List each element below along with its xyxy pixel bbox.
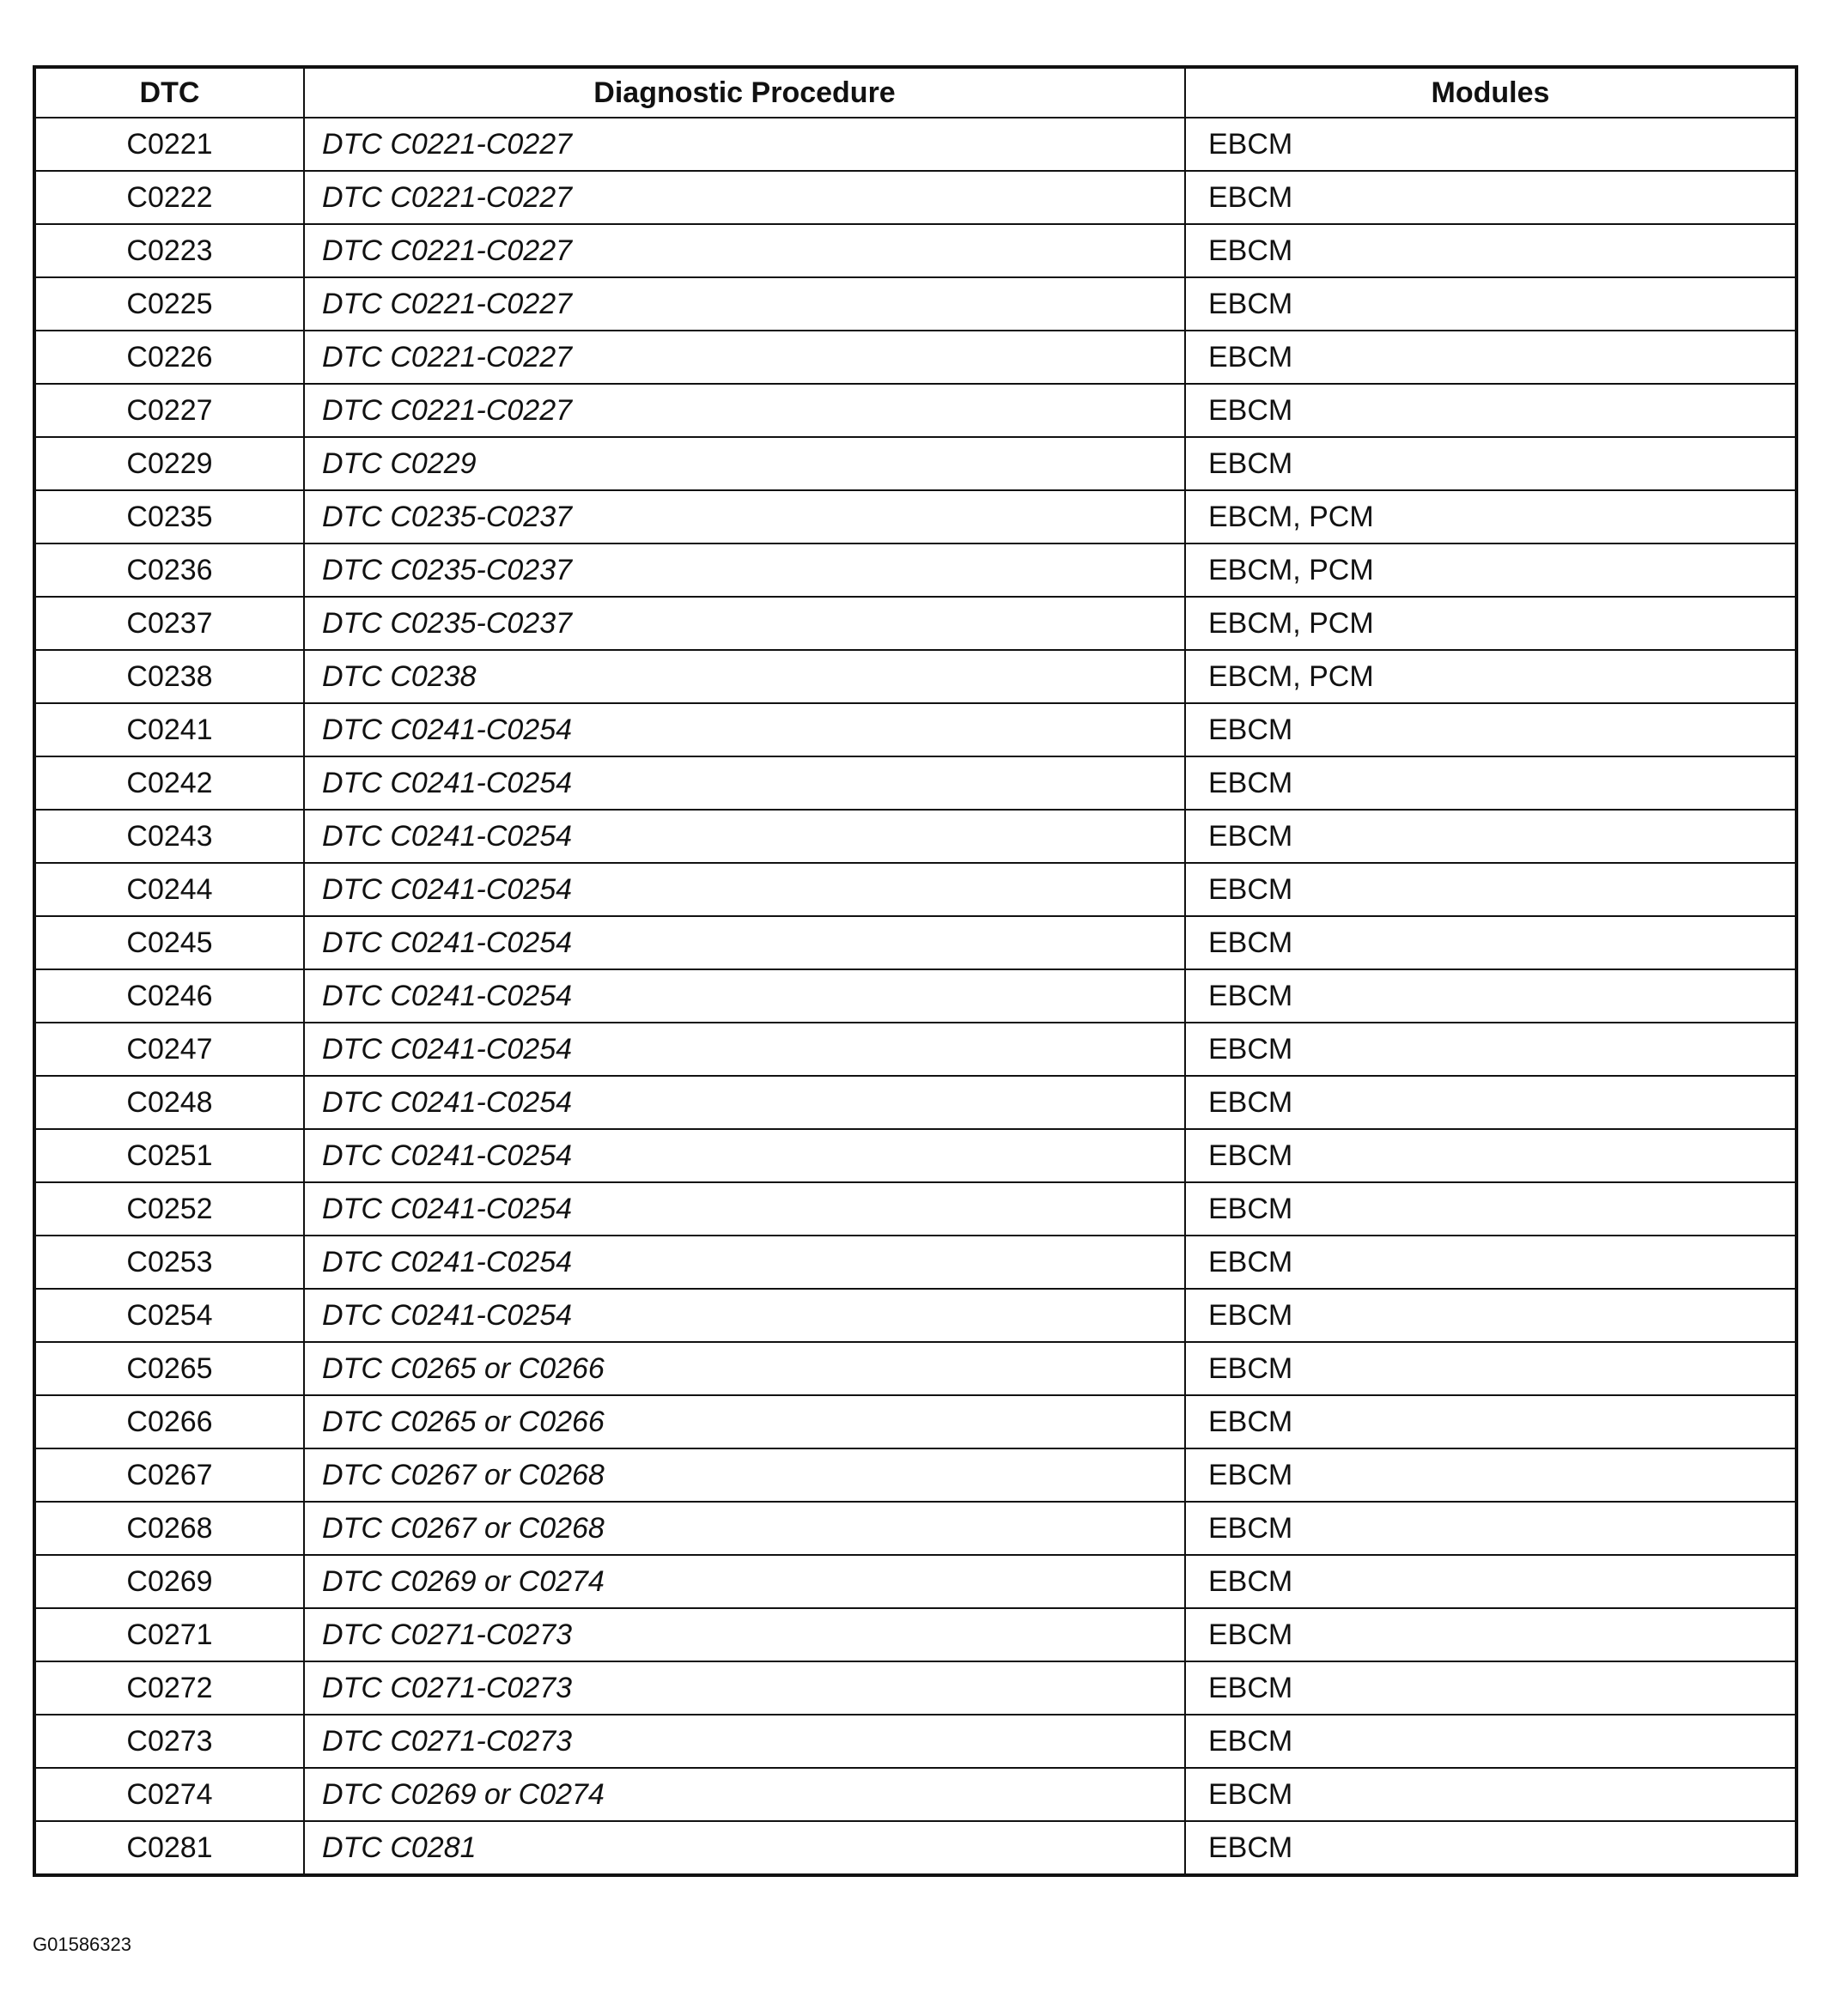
table-row xyxy=(34,543,1797,597)
diagnostic-procedure-cell: DTC C0269 or C0274 xyxy=(304,1555,1185,1608)
table-row xyxy=(34,1821,1797,1875)
modules-cell: EBCM xyxy=(1185,1715,1797,1768)
dtc-code-cell: C0274 xyxy=(34,1768,304,1821)
diagnostic-procedure-cell: DTC C0271-C0273 xyxy=(304,1715,1185,1768)
table-row xyxy=(34,1342,1797,1395)
dtc-code-cell: C0246 xyxy=(34,969,304,1023)
modules-cell: EBCM xyxy=(1185,1236,1797,1289)
dtc-code-cell: C0267 xyxy=(34,1448,304,1502)
dtc-code-cell: C0244 xyxy=(34,863,304,916)
modules-cell: EBCM xyxy=(1185,1661,1797,1715)
diagnostic-procedure-cell: DTC C0241-C0254 xyxy=(304,703,1185,756)
modules-cell: EBCM xyxy=(1185,224,1797,277)
modules-cell: EBCM xyxy=(1185,756,1797,810)
table-row xyxy=(34,1608,1797,1661)
table-row xyxy=(34,1076,1797,1129)
table-row xyxy=(34,597,1797,650)
modules-cell: EBCM xyxy=(1185,1289,1797,1342)
modules-cell: EBCM xyxy=(1185,863,1797,916)
table-row xyxy=(34,331,1797,384)
table-row xyxy=(34,1502,1797,1555)
table-row xyxy=(34,1289,1797,1342)
dtc-code-cell: C0242 xyxy=(34,756,304,810)
diagnostic-procedure-cell: DTC C0241-C0254 xyxy=(304,756,1185,810)
dtc-code-cell: C0236 xyxy=(34,543,304,597)
table-body xyxy=(34,118,1797,1875)
table-row xyxy=(34,756,1797,810)
dtc-code-cell: C0254 xyxy=(34,1289,304,1342)
diagnostic-procedure-cell: DTC C0267 or C0268 xyxy=(304,1448,1185,1502)
dtc-code-cell: C0226 xyxy=(34,331,304,384)
modules-cell: EBCM xyxy=(1185,703,1797,756)
dtc-code-cell: C0273 xyxy=(34,1715,304,1768)
dtc-table xyxy=(33,65,1798,1877)
dtc-code-cell: C0281 xyxy=(34,1821,304,1875)
table-row xyxy=(34,1715,1797,1768)
diagnostic-procedure-cell: DTC C0221-C0227 xyxy=(304,224,1185,277)
diagnostic-procedure-cell: DTC C0265 or C0266 xyxy=(304,1342,1185,1395)
table-row xyxy=(34,916,1797,969)
diagnostic-procedure-cell: DTC C0229 xyxy=(304,437,1185,490)
diagnostic-procedure-cell: DTC C0241-C0254 xyxy=(304,1023,1185,1076)
diagnostic-procedure-cell: DTC C0241-C0254 xyxy=(304,1236,1185,1289)
table-row xyxy=(34,224,1797,277)
header-row xyxy=(34,67,1797,118)
dtc-code-cell: C0253 xyxy=(34,1236,304,1289)
modules-cell: EBCM xyxy=(1185,1821,1797,1875)
diagnostic-procedure-cell: DTC C0271-C0273 xyxy=(304,1608,1185,1661)
diagnostic-procedure-cell: DTC C0241-C0254 xyxy=(304,969,1185,1023)
dtc-code-cell: C0248 xyxy=(34,1076,304,1129)
table-row xyxy=(34,1661,1797,1715)
diagnostic-procedure-cell: DTC C0221-C0227 xyxy=(304,118,1185,171)
diagnostic-procedure-cell: DTC C0241-C0254 xyxy=(304,916,1185,969)
dtc-code-cell: C0241 xyxy=(34,703,304,756)
modules-cell: EBCM xyxy=(1185,1395,1797,1448)
column-header-dtc: DTC xyxy=(34,67,304,118)
table-row xyxy=(34,863,1797,916)
modules-cell: EBCM, PCM xyxy=(1185,650,1797,703)
table-row xyxy=(34,277,1797,331)
modules-cell: EBCM xyxy=(1185,277,1797,331)
diagnostic-procedure-cell: DTC C0281 xyxy=(304,1821,1185,1875)
modules-cell: EBCM xyxy=(1185,1129,1797,1182)
table-row xyxy=(34,703,1797,756)
table-row xyxy=(34,384,1797,437)
diagnostic-procedure-cell: DTC C0235-C0237 xyxy=(304,597,1185,650)
table-row xyxy=(34,1555,1797,1608)
modules-cell: EBCM xyxy=(1185,1768,1797,1821)
table-row xyxy=(34,437,1797,490)
table-row xyxy=(34,969,1797,1023)
table-row xyxy=(34,118,1797,171)
dtc-code-cell: C0268 xyxy=(34,1502,304,1555)
diagnostic-procedure-cell: DTC C0265 or C0266 xyxy=(304,1395,1185,1448)
modules-cell: EBCM xyxy=(1185,916,1797,969)
modules-cell: EBCM xyxy=(1185,1076,1797,1129)
diagnostic-procedure-cell: DTC C0241-C0254 xyxy=(304,863,1185,916)
modules-cell: EBCM xyxy=(1185,437,1797,490)
table-row xyxy=(34,1448,1797,1502)
table-row xyxy=(34,1236,1797,1289)
diagnostic-procedure-cell: DTC C0221-C0227 xyxy=(304,277,1185,331)
dtc-code-cell: C0229 xyxy=(34,437,304,490)
diagnostic-procedure-cell: DTC C0221-C0227 xyxy=(304,171,1185,224)
diagnostic-procedure-cell: DTC C0241-C0254 xyxy=(304,1129,1185,1182)
table-row xyxy=(34,1129,1797,1182)
diagnostic-procedure-cell: DTC C0221-C0227 xyxy=(304,331,1185,384)
modules-cell: EBCM, PCM xyxy=(1185,490,1797,543)
column-header-procedure: Diagnostic Procedure xyxy=(304,67,1185,118)
dtc-code-cell: C0227 xyxy=(34,384,304,437)
diagnostic-procedure-cell: DTC C0267 or C0268 xyxy=(304,1502,1185,1555)
dtc-code-cell: C0272 xyxy=(34,1661,304,1715)
table-row xyxy=(34,490,1797,543)
modules-cell: EBCM xyxy=(1185,171,1797,224)
table-row xyxy=(34,1395,1797,1448)
dtc-code-cell: C0252 xyxy=(34,1182,304,1236)
modules-cell: EBCM xyxy=(1185,118,1797,171)
diagnostic-procedure-cell: DTC C0235-C0237 xyxy=(304,543,1185,597)
modules-cell: EBCM xyxy=(1185,969,1797,1023)
dtc-code-cell: C0237 xyxy=(34,597,304,650)
dtc-code-cell: C0238 xyxy=(34,650,304,703)
dtc-code-cell: C0243 xyxy=(34,810,304,863)
modules-cell: EBCM, PCM xyxy=(1185,597,1797,650)
diagnostic-procedure-cell: DTC C0271-C0273 xyxy=(304,1661,1185,1715)
dtc-code-cell: C0235 xyxy=(34,490,304,543)
modules-cell: EBCM xyxy=(1185,1555,1797,1608)
dtc-code-cell: C0222 xyxy=(34,171,304,224)
dtc-code-cell: C0266 xyxy=(34,1395,304,1448)
modules-cell: EBCM xyxy=(1185,1342,1797,1395)
modules-cell: EBCM xyxy=(1185,1608,1797,1661)
modules-cell: EBCM, PCM xyxy=(1185,543,1797,597)
table-row xyxy=(34,1768,1797,1821)
modules-cell: EBCM xyxy=(1185,384,1797,437)
column-header-modules: Modules xyxy=(1185,67,1797,118)
dtc-code-cell: C0223 xyxy=(34,224,304,277)
table-row xyxy=(34,650,1797,703)
dtc-code-cell: C0269 xyxy=(34,1555,304,1608)
dtc-code-cell: C0265 xyxy=(34,1342,304,1395)
dtc-code-cell: C0221 xyxy=(34,118,304,171)
diagnostic-procedure-cell: DTC C0241-C0254 xyxy=(304,810,1185,863)
diagnostic-procedure-cell: DTC C0241-C0254 xyxy=(304,1182,1185,1236)
figure-id: G01586323 xyxy=(33,1934,131,1955)
table-row xyxy=(34,1023,1797,1076)
modules-cell: EBCM xyxy=(1185,1448,1797,1502)
diagnostic-procedure-cell: DTC C0235-C0237 xyxy=(304,490,1185,543)
dtc-code-cell: C0225 xyxy=(34,277,304,331)
table-row xyxy=(34,810,1797,863)
table-row xyxy=(34,171,1797,224)
dtc-code-cell: C0271 xyxy=(34,1608,304,1661)
diagnostic-procedure-cell: DTC C0238 xyxy=(304,650,1185,703)
dtc-code-cell: C0245 xyxy=(34,916,304,969)
dtc-code-cell: C0251 xyxy=(34,1129,304,1182)
modules-cell: EBCM xyxy=(1185,331,1797,384)
modules-cell: EBCM xyxy=(1185,1182,1797,1236)
diagnostic-procedure-cell: DTC C0221-C0227 xyxy=(304,384,1185,437)
dtc-code-cell: C0247 xyxy=(34,1023,304,1076)
table-row xyxy=(34,1182,1797,1236)
modules-cell: EBCM xyxy=(1185,1023,1797,1076)
modules-cell: EBCM xyxy=(1185,1502,1797,1555)
diagnostic-procedure-cell: DTC C0269 or C0274 xyxy=(304,1768,1185,1821)
modules-cell: EBCM xyxy=(1185,810,1797,863)
diagnostic-procedure-cell: DTC C0241-C0254 xyxy=(304,1076,1185,1129)
diagnostic-procedure-cell: DTC C0241-C0254 xyxy=(304,1289,1185,1342)
